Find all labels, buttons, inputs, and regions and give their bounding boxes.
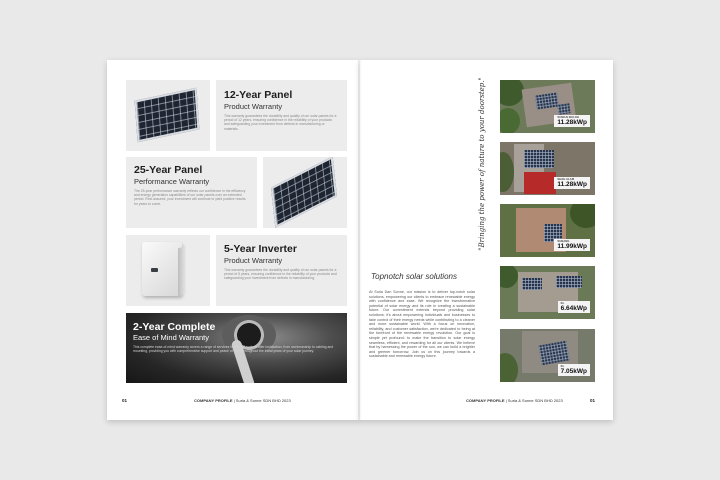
tree: [500, 353, 518, 382]
project-photo-4: [500, 266, 595, 319]
warranty-card-3: [216, 235, 347, 306]
warranty-card-1: [216, 80, 347, 151]
footer-company-label: COMPANY PROFILE: [194, 398, 233, 403]
footer-company: [466, 398, 563, 403]
tree: [500, 152, 514, 192]
tree: [500, 80, 524, 106]
warranty-card-2: [126, 157, 257, 228]
warranty-subtitle: Product Warranty: [224, 102, 283, 111]
inverter-icon: [142, 242, 182, 296]
page-number: 01: [122, 398, 128, 403]
warranty-description: This warranty guarantees the durability and quality of our solar panels for a period of 12 years, ensuring confidence in the reliability of your products and safeguarding your investment from defects in manufacturing or materials.: [224, 114, 337, 131]
project-capacity: 11.99kWp: [557, 243, 587, 250]
warranty-subtitle: Product Warranty: [224, 256, 283, 265]
solar-array: [522, 278, 542, 290]
footer-company-rest: | Suria & Sonne SDN BHD 2023: [233, 398, 291, 403]
warranty-subtitle: Ease of Mind Warranty: [133, 333, 209, 342]
project-capacity: 7.05kWp: [560, 368, 587, 375]
project-photo-5: [500, 329, 595, 382]
footer-company-rest: | Suria & Sonne SDN BHD 2023: [505, 398, 563, 403]
solar-array: [557, 103, 570, 115]
project-location: SUNGAI BULOH: [557, 114, 579, 119]
project-location: KL: [560, 300, 565, 305]
solar-array: [556, 276, 582, 288]
warranty-title: 5-Year Inverter: [224, 243, 297, 255]
house-roof-red: [524, 172, 556, 194]
project-caption: [558, 364, 590, 376]
warranty-title: 12-Year Panel: [224, 89, 293, 101]
project-caption: [554, 115, 590, 127]
project-capacity: 6.64kWp: [560, 305, 587, 312]
warranty-description: This warranty guarantees the durability and quality of our solar panels for a period of 5 years, ensuring confidence in the reliability of your products and safeguarding your investment from defects in manufacturing.: [224, 268, 337, 281]
inverter-display-icon: [151, 268, 158, 272]
mission-paragraph: At Suria Dan Sonne, our mission is to deliver top-notch solar solutions, empowering our clients to embrace renewable energy with confidence and ease. We recognize the transformative potential of solar energy and its role in creating a sustainable future. Our commitment extends beyond providing solar solutions; it's about empowering individuals and businesses to take control of their energy needs while contributing to a cleaner and more sustainable world. With a focus on innovation, reliability, and customer satisfaction, we're dedicated to being at the forefront of the renewable energy revolution. Our goal is simple yet profound: to make the transition to solar energy seamless, efficient, and rewarding for all our clients. We believe that by harnessing the power of the sun, we can build a brighter and greener tomorrow. Join us on this journey towards a sustainable and renewable energy future.: [369, 290, 475, 359]
inverter-side: [178, 246, 186, 297]
page-number: 01: [590, 398, 596, 403]
warranty-description: This complete ease-of-mind warranty covers a range of services for the full system after installation, from workmanship to cabling and mounting, providing you with comprehensive support and peace of mind throughout the initial years of your solar journey.: [133, 345, 334, 354]
warranty-card-4: [126, 313, 347, 383]
project-caption: [554, 239, 590, 251]
solar-panel-image-2: [263, 157, 347, 228]
project-capacity: 11.28kWp: [557, 119, 587, 126]
project-photo-3: [500, 204, 595, 257]
footer-company: [194, 398, 291, 403]
warranty-title: 2-Year Complete: [133, 321, 216, 333]
project-location: SUBANG: [557, 238, 570, 243]
solar-panel-icon: [271, 157, 337, 228]
warranty-description: The 25-year performance warranty reflects our confidence in the efficiency and energy generation capabilities of our solar panels over an extended period. Rest assured, your investment will continue to yield positive results for years to come.: [134, 189, 246, 206]
warranty-subtitle: Performance Warranty: [134, 177, 210, 186]
page-spine: [358, 60, 362, 420]
tree: [500, 266, 518, 288]
project-caption: [554, 177, 590, 189]
project-photo-1: [500, 80, 595, 133]
solar-panel-image-1: [126, 80, 210, 151]
project-location: KL: [560, 363, 565, 368]
project-photo-2: [500, 142, 595, 195]
warranty-title: 25-Year Panel: [134, 164, 203, 176]
vertical-tagline: "Bringing the power of nature to your doorstep.": [478, 77, 486, 251]
project-location: SHAH ALAM: [557, 176, 575, 181]
footer-company-label: COMPANY PROFILE: [466, 398, 505, 403]
solar-array: [524, 150, 554, 168]
section-title: Topnotch solar solutions: [371, 272, 457, 281]
tree: [500, 108, 520, 133]
tree: [570, 204, 595, 228]
solar-panel-icon: [135, 88, 200, 143]
project-capacity: 11.28kWp: [557, 181, 587, 188]
project-caption: [558, 301, 590, 313]
inverter-image: [126, 235, 210, 306]
